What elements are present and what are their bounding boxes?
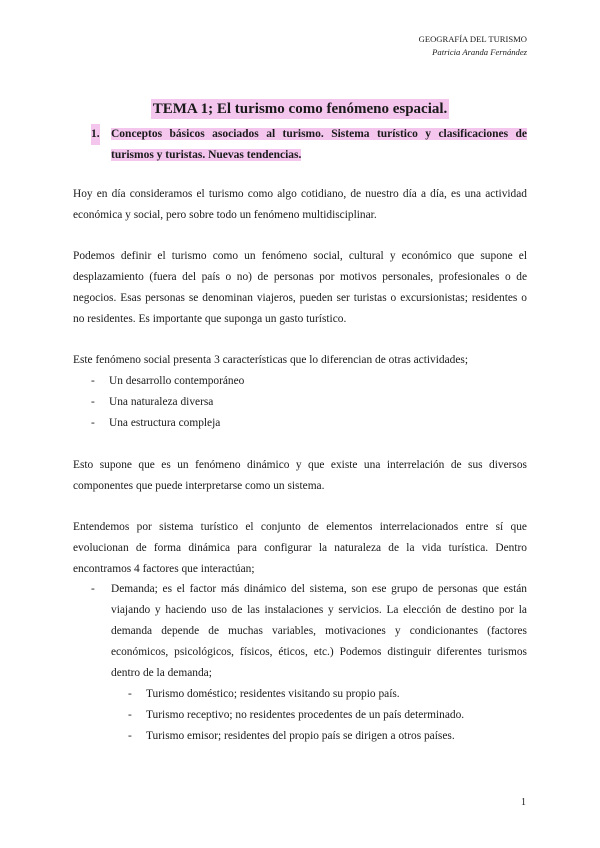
list-dash: -: [91, 375, 95, 387]
list-item-text: Un desarrollo contemporáneo: [109, 375, 245, 387]
author-name: Patricia Aranda Fernández: [432, 47, 527, 57]
demanda-text: Demanda; es el factor más dinámico del sistema, son ese grupo de personas que están viajando y haciendo uso de las instalaciones y servicios. La elección de destino por la demanda depende de muchas variables, motivaciones y condicionantes (factores económicos, psicológicos, físicos, éticos, etc.) Podemos distinguir diferentes turismos dentro de la demanda;: [111, 583, 527, 679]
sub-list-item-text: Turismo emisor; residentes del propio país se dirigen a otros países.: [146, 730, 455, 742]
course-name: GEOGRAFÍA DEL TURISMO: [418, 34, 527, 44]
section-heading: [91, 124, 527, 166]
paragraph-3: Este fenómeno social presenta 3 características que lo diferencian de otras actividades;: [73, 354, 469, 366]
section-heading-text: Conceptos básicos asociados al turismo. Sistema turístico y clasificaciones de turismos y turistas. Nuevas tendencias.: [111, 128, 527, 161]
paragraph-5: Entendemos por sistema turístico el conjunto de elementos interrelacionados entre sí que evolucionan de forma dinámica para configurar la naturaleza de la vida turística. Dentro encontramos 4 factores que interactúan;: [73, 521, 527, 575]
list-item-demanda: [91, 579, 527, 684]
list-dash: -: [91, 417, 95, 429]
section-number: 1.: [91, 124, 100, 145]
title-container: [0, 99, 600, 119]
list-dash: -: [128, 688, 132, 700]
paragraph-4: Esto supone que es un fenómeno dinámico y que existe una interrelación de sus diversos componentes que puede interpretarse como un sistema.: [73, 459, 527, 492]
list-item-text: Una naturaleza diversa: [109, 396, 214, 408]
list-dash: -: [91, 396, 95, 408]
list-item-text: Una estructura compleja: [109, 417, 221, 429]
section-heading-text-wrap: [91, 124, 527, 166]
paragraph-2: Podemos definir el turismo como un fenómeno social, cultural y económico que supone el desplazamiento (fuera del país o no) de personas por motivos personales, profesionales o de negocios. Esas personas se denominan viajeros, pueden ser turistas o excursionistas; residentes o no residentes. Es importante que suponga un gasto turístico.: [73, 250, 527, 325]
sub-list-item-text: Turismo doméstico; residentes visitando su propio país.: [146, 688, 400, 700]
list-dash: -: [128, 730, 132, 742]
sub-list-item-text: Turismo receptivo; no residentes procedentes de un país determinado.: [146, 709, 465, 721]
page-header: [419, 33, 527, 59]
list-dash: -: [128, 709, 132, 721]
list-dash: -: [91, 583, 95, 595]
paragraph-1: Hoy en día consideramos el turismo como algo cotidiano, de nuestro día a día, es una actividad económica y social, pero sobre todo un fenómeno multidisciplinar.: [73, 188, 527, 221]
page-number: 1: [521, 797, 526, 808]
document-title: TEMA 1; El turismo como fenómeno espacial.: [152, 101, 448, 117]
